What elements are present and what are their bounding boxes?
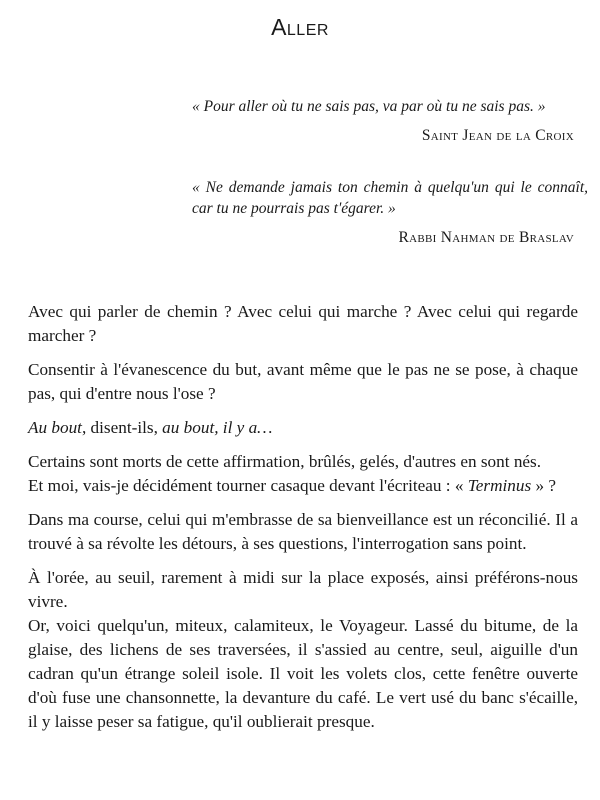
chapter-title: Aller (271, 14, 329, 40)
italic-text: au bout, il y a… (162, 418, 273, 437)
paragraph-7: À l'orée, au seuil, rarement à midi sur la place exposés, ainsi préférons-nous vivre. (28, 568, 578, 611)
text-span: » ? (531, 476, 556, 495)
epigraph-author: Saint Jean de la Croix (421, 127, 574, 144)
text-span: Et moi, vais-je décidément tourner casaque devant l'écriteau : « (28, 476, 468, 495)
italic-text: Au bout (28, 418, 82, 437)
paragraph-2: Consentir à l'évanescence du but, avant même que le pas ne se pose, à chaque pas, qui d'entre nous l'ose ? (28, 360, 578, 403)
paragraph-3 (28, 416, 578, 440)
text-span: , disent-ils, (81, 418, 163, 437)
paragraph-4: Certains sont morts de cette affirmation, brûlés, gelés, d'autres en sont nés. (28, 452, 542, 471)
epigraph-quote: « Pour aller où tu ne sais pas, va par où tu ne sais pas. » (192, 98, 546, 115)
epigraph-author: Rabbi Nahman de Braslav (398, 229, 574, 246)
paragraph-5 (28, 474, 578, 498)
epigraph-quote: « Ne demande jamais ton chemin à quelqu'un qui le connaît, car tu ne pourrais pas t'égarer. » (192, 179, 588, 217)
paragraph-8: Or, voici quelqu'un, miteux, calamiteux, le Voyageur. Lassé du bitume, de la glaise, des lichens de ses traversées, il s'assied au centre, seul, aiguille d'un cadran qu'un étrange soleil isole. Il voit les volets clos, cette fenêtre ouverte d'où fuse une chansonnette, la devanture du café. Le vert usé du banc s'écaille, il y laisse peser sa fatigue, qu'il oublierait presque. (28, 616, 578, 731)
paragraph-6: Dans ma course, celui qui m'embrasse de sa bienveillance est un réconcilié. Il a trouvé à sa révolte les détours, à ses questions, l'interrogation sans point. (28, 510, 578, 553)
paragraph-1: Avec qui parler de chemin ? Avec celui qui marche ? Avec celui qui regarde marcher ? (28, 302, 578, 345)
epigraph-2 (192, 177, 588, 248)
italic-text: Terminus (467, 476, 532, 495)
body-text (28, 300, 578, 744)
epigraph-1 (192, 96, 588, 146)
